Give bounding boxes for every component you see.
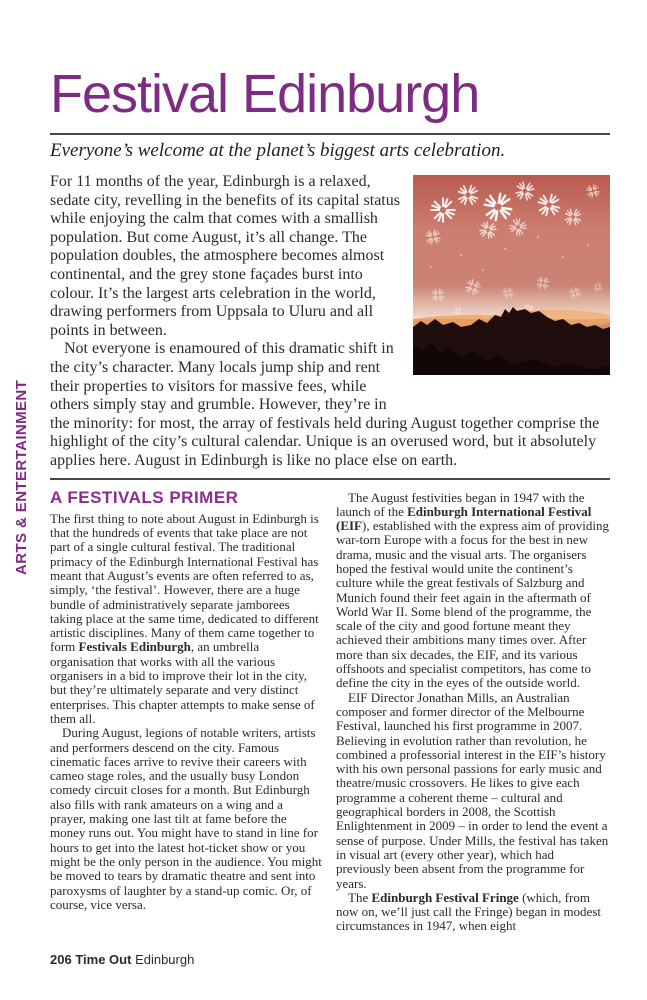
page-title: Festival Edinburgh (50, 64, 480, 124)
footer-brand: Time Out (75, 952, 132, 967)
intro-paragraph-1: For 11 months of the year, Edinburgh is a relaxed, sedate city, revelling in the benefits of its capital status while enjoying the calm that comes with a smallish population. But come August, it’s all change. The population doubles, the atmosphere becomes almost continental, and the grey stone façades burst into colour. It’s the largest arts celebration in the world, drawing performers from Uppsala to Uluru and all points in between. (50, 173, 400, 339)
primer-left-column (50, 487, 322, 934)
page-content (50, 66, 610, 934)
primer-right-paragraph-3: The Edinburgh Festival Fringe (which, from now on, we’ll just call the Fringe) began in modest circumstances in 1947, when eight (336, 889, 602, 934)
primer-section (50, 478, 610, 934)
intro-section (50, 173, 610, 471)
page-standfirst: Everyone’s welcome at the planet’s biggest arts celebration. (50, 140, 506, 161)
intro-paragraph-2: Not everyone is enamoured of this dramatic shift in the city’s character. Many locals jump ship and rent their properties to visitors for massive fees, while others simply stay and grumble. However, they’re in the minority: for most, the array of festivals held during August together comprise the highlight of the city’s cultural calendar. Unique is an overused word, but it absolutely applies here. August in Edinburgh is like no place else on earth. (50, 340, 600, 469)
title-divider (50, 133, 610, 135)
primer-right-paragraph-1: The August festivities began in 1947 with the launch of the Edinburgh International Festival (EIF), established with the express aim of providing war-torn Europe with a focus for the best in new drama, music and the visual arts. The organisers hoped the festival would unite the continent’s culture while the great festivals of Salzburg and Munich found their feet again in the aftermath of World War II. Some blend of the programme, the scale of the city and good fortune meant they achieved their ambitions many times over. After more than six decades, the EIF, and its various offshoots and specialist competitors, has come to define the city in the eyes of the outside world. (336, 489, 609, 691)
primer-heading: A FESTIVALS PRIMER (50, 487, 239, 507)
primer-right-paragraph-2: EIF Director Jonathan Mills, an Australian composer and former director of the Melbourne Festival, launched his first programme in 2007. Believing in evolution rather than revolution, he combined a professorial interest in the EIF’s history with his own personal passions for early music and theatre/music crossovers. He likes to give each programme a coherent theme – cultural and geographical borders in 2008, the Scottish Enlightenment in 2009 – in order to lend the event a sense of purpose. Under Mills, the festival has taken in visual art (every other year), which had previously been absent from the programme for years. (336, 689, 609, 891)
primer-left-paragraph-1: The first thing to note about August in Edinburgh is that the hundreds of events that take place are not part of a single cultural festival. The traditional primacy of the Edinburgh International Festival has meant that August’s events are often referred to as, simply, ‘the festival’. However, there are a huge bundle of administratively separate jamborees taking place at the same time, dedicated to different artistic disciplines. Many of them came together to form Festivals Edinburgh, an umbrella organisation that works with all the various organisers in a bid to improve their lot in the city, but they’re ultimately separate and very distinct enterprises. This chapter attempts to make sense of them all. (50, 510, 319, 726)
section-sidebar-label: ARTS & ENTERTAINMENT (13, 379, 30, 575)
fireworks-illustration (413, 175, 610, 375)
footer-book-title: Edinburgh (135, 952, 195, 967)
fireworks-photo (413, 175, 610, 375)
page-footer (50, 952, 194, 967)
footer-page-number: 206 (50, 952, 72, 967)
primer-right-column (336, 491, 610, 934)
primer-left-paragraph-2: During August, legions of notable writers, artists and performers descend on the city. Famous cinematic faces arrive to revive their careers with cameo stage roles, and the usually busy London comedy circuit closes for a month. But Edinburgh also fills with rank amateurs on a wing and a prayer, making one last tilt at fame before the money runs out. You might have to stand in line for hours to get into the latest hot-ticket show or you might be the only person in the audience. You might be moved to tears by dramatic theatre and sent into paroxysms of laughter by a stand-up comic. Or, of course, vice versa. (50, 725, 322, 912)
